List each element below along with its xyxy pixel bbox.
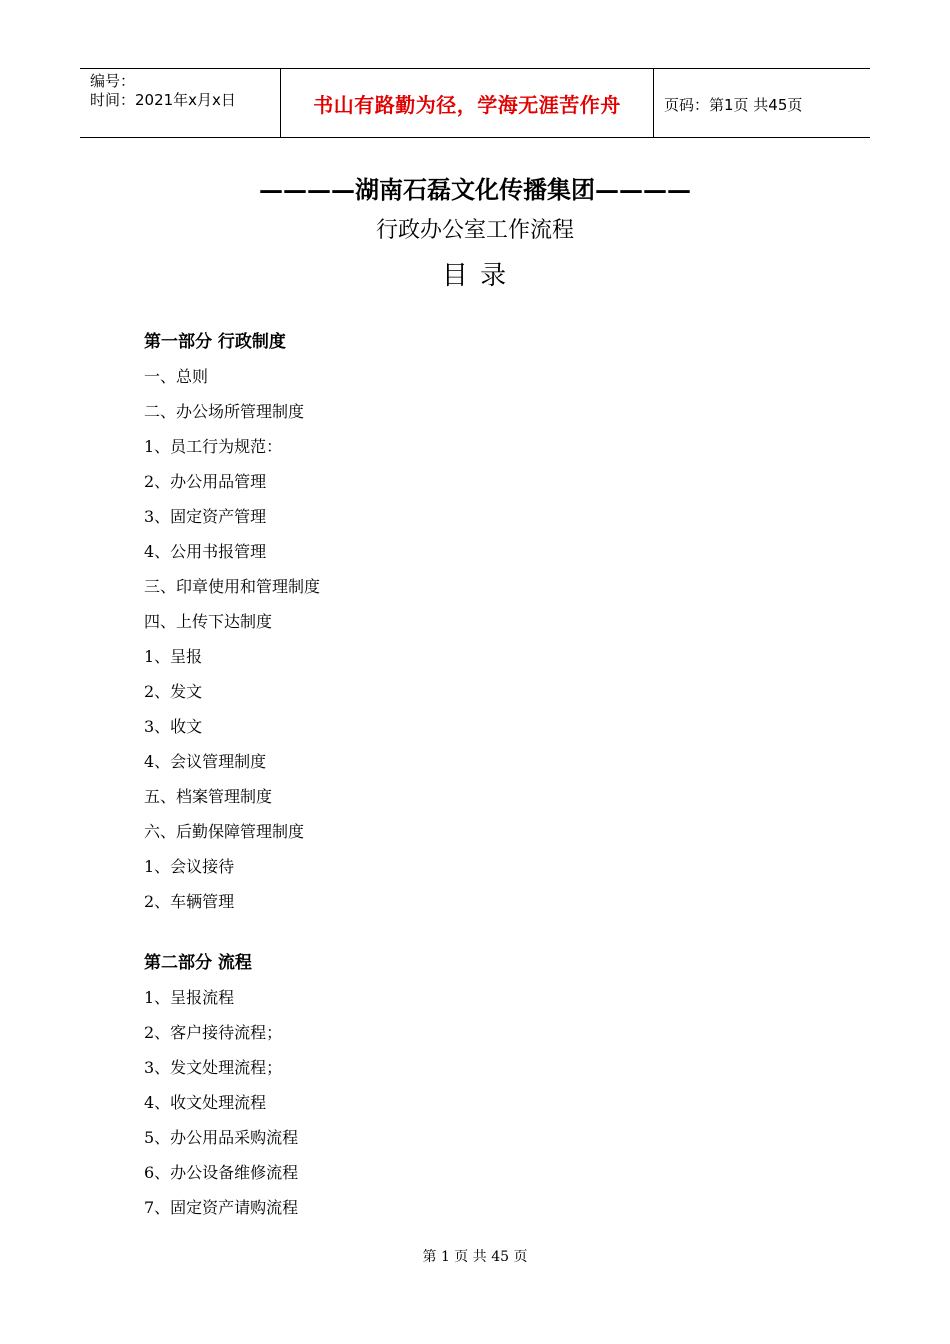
toc-item: 1、呈报 (144, 647, 203, 666)
header-number-label: 编号： (90, 72, 136, 90)
section-heading: 第一部分 行政制度 (144, 332, 286, 352)
toc-item: 四、上传下达制度 (144, 612, 273, 631)
company-title: ————湖南石磊文化传播集团———— (259, 175, 691, 204)
header-page-cell (654, 69, 870, 137)
header-meta-cell (80, 69, 281, 137)
toc-item: 2、客户接待流程； (144, 1023, 283, 1042)
table-of-contents (144, 328, 844, 1229)
toc-item: 三、印章使用和管理制度 (144, 577, 321, 596)
toc-item: 3、固定资产管理 (144, 507, 267, 526)
toc-item: 二、办公场所管理制度 (144, 402, 305, 421)
toc-item: 1、员工行为规范： (144, 437, 283, 456)
toc-item: 6、办公设备维修流程 (144, 1163, 299, 1182)
toc-title: 目 录 (441, 261, 509, 291)
page-footer: 第 1 页 共 45 页 (422, 1249, 528, 1265)
toc-item: 一、总则 (144, 367, 209, 386)
toc-item: 2、车辆管理 (144, 892, 235, 911)
header-motto-cell (281, 69, 654, 137)
toc-item: 7、固定资产请购流程 (144, 1198, 299, 1217)
toc-item: 六、后勤保障管理制度 (144, 822, 305, 841)
toc-item: 1、呈报流程 (144, 988, 235, 1007)
toc-item: 3、发文处理流程； (144, 1058, 283, 1077)
document-subtitle: 行政办公室工作流程 (375, 218, 574, 243)
toc-item: 4、公用书报管理 (144, 542, 267, 561)
toc-item: 1、会议接待 (144, 857, 235, 876)
toc-item: 3、收文 (144, 717, 203, 736)
header-motto: 书山有路勤为径，学海无涯苦作舟 (313, 93, 621, 117)
toc-item: 五、档案管理制度 (144, 787, 273, 806)
header-page-info: 页码：第1页 共45页 (664, 96, 803, 114)
toc-item: 4、会议管理制度 (144, 752, 267, 771)
toc-item: 5、办公用品采购流程 (144, 1128, 299, 1147)
toc-item: 4、收文处理流程 (144, 1093, 267, 1112)
page-header (80, 68, 870, 138)
header-time-label: 时间：2021年x月x日 (90, 91, 236, 109)
toc-item: 2、发文 (144, 682, 203, 701)
section-heading: 第二部分 流程 (144, 953, 252, 973)
toc-item: 2、办公用品管理 (144, 472, 267, 491)
